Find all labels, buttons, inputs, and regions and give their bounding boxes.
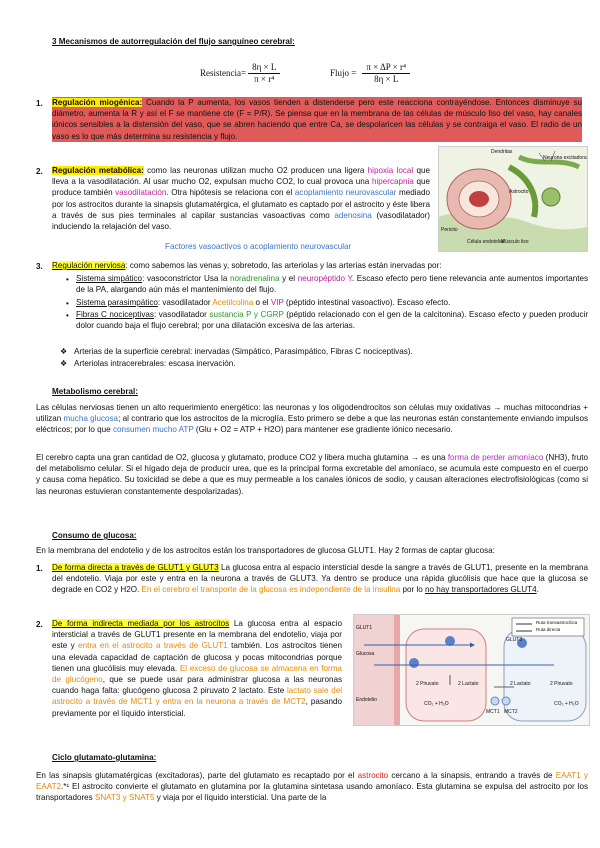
figure-label: 2 Piruvato [416,681,439,687]
figure-label: 2 Piruvato [550,681,573,687]
neurovascular-figure [438,146,588,252]
bullet: • [66,299,69,308]
section-title: 3 Mecanismos de autorregulación del flujo sanguíneo cerebral: [52,37,295,46]
figure-label: Pericito [441,227,458,233]
sympathetic-item: Sistema simpático: vasoconstrictor Usa la noradrenalina y el neuropéptido Y. Escaso efecto pero tiene relevancia ante aumentos importantes de la PA, alargando aún más el mantenimiento del flujo. [76,274,589,295]
figure-label: CO₂ + H₂O [424,701,449,707]
figure-label: MCT2 [504,709,518,715]
section-title: Consumo de glucosa: [52,531,137,540]
nociceptive-item: Fibras C nociceptivas: vasodilatador sustancia P y CGRP (péptido relacionado con el gen de la calcitonina). Escaso efecto y pueden producir dolor cuando baja el flujo cerebral; por una dilatación excesiva de las arterias. [76,310,589,331]
item-number: 3. [36,262,43,271]
bullet: • [66,275,69,284]
item-number: 2. [36,620,43,629]
parasympathetic-item: Sistema parasimpático: vasodilatador Acetilcolina o el VIP (péptido intestinal vasoactivo). Escaso efecto. [76,298,451,307]
nervous-paragraph: Regulación nerviosa: como sabemos las venas y, sobretodo, las arteriolas y las arterias están inervadas por: [52,261,442,270]
figure-label: GLUT1 [356,625,373,631]
indirect-glucose-item: De forma indirecta mediada por los astrocitos La glucosa entra al espacio intersticial a través de GLUT1 presente en la membrana del endotelio, viaja por este y entra en el astrocito a través de GLUT1 también. Los astrocitos tienen una elevada capacidad de captación de glucosa y pocas mitocondrias porque tienen una glucólisis muy elevada. El exceso de glucosa se almacena en forma de glucógeno, que se puede usar para administrar glucosa a las neuronas cuando haga falta: glucógeno glucosa 2 piruvato 2 lactato. Este lactato sale del astrocito a través de MCT1 y entra en la neurona a través de MCT2, pasando previamente por el líquido intersticial. [52,619,343,718]
metabolism-paragraph-2: El cerebro capta una gran cantidad de O2, glucosa y glutamato, produce CO2 y libera mucha glutamina → es una forma de perder amoníaco (NH3), fruto del metabolismo celular. Si el hígado deja de producir urea, que es la principal forma excretable del amoníaco, se acumula este compuesto en el cuerpo y causa coma hepático. Su toxicidad se debe a que es muy permeable a los canales iónicos de sodio, y causan alteraciones electrofisiológicas (como si las neuronas estuvieran constantemente despolarizadas). [36,453,588,496]
figure-label: Neurona excitadora [543,155,587,161]
item-number: 1. [36,99,43,108]
figure-label: MCT1 [486,709,500,715]
section-title: Metabolismo cerebral: [52,387,138,396]
direct-glucose-item: De forma directa a través de GLUT1 y GLUT3 La glucosa entra al espacio intersticial desde la sangre a través de GLUT1, presente en la membrana del endotelio. Viaja por este y entra en la neurona a través de GLUT3. Ya dentro se produce una rápida glucólisis que hace que la glucosa se degrade en CO2 y H2O. En el cerebro el transporte de la glucosa es independiente de la insulina por lo no hay transportadores GLUT4. [52,563,588,595]
figure-caption: Factores vasoactivos o acoplamiento neurovascular [165,242,352,251]
figure-label: 2 Lactato [510,681,531,687]
item-number: 2. [36,167,43,176]
bullet: • [66,311,69,320]
figure-label: Astrocito [509,189,529,195]
figure-label: Músculo liso [501,239,529,245]
figure-label: Dendritas [491,149,513,155]
glucose-intro: En la membrana del endotelio y de los astrocitos están los transportadores de glucosa GLUT1. Hay 2 formas de captar glucosa: [36,546,495,555]
metabolism-paragraph-1: Las células nerviosas tienen un alto requerimiento energético: las neuronas y los oligodendrocitos son células muy oxidativas → muchas mitocondrias + utilizan mucha glucosa; al contrario que los astrocitos de la microglía. Esto primero se debe a que las neuronas están constantemente enviando impulsos eléctricos; por lo que consumen mucho ATP (Glu + O2 = ATP + H2O) para mantener ese gradiente iónico necesario. [36,403,588,435]
section-title: Ciclo glutamato-glutamina: [52,753,157,762]
legend-label: Ruta transastrocítica [536,620,578,625]
figure-label: Endotelio [356,697,377,703]
glucose-route-figure [353,614,590,726]
resistance-formula: Resistencia= $\frac{8\eta \times L}{\text{π × r⁴}}$ [200,62,280,85]
item-number: 1. [36,564,43,573]
figure-label: Célula endotelial [467,239,504,245]
neurovascular-diagram [439,147,587,251]
figure-label: 2 Lactato [458,681,479,687]
diamond-icon: ❖ [60,347,68,356]
figure-label: GLUT3 [506,637,523,643]
figure-label: Glucosa [356,651,375,657]
myogenic-paragraph: Regulación miogénica: Cuando la P aumenta, los vasos tienden a distenderse pero este reacciona contrayéndose. Entonces disminuye su diámetro, aumenta la R y así el F se mantiene cte (F = P/R). Se piensa que en la membrana de las células de músculo liso del vaso, hay canales iónicos sensibles a la distensión del vaso, que se abren haciendo que entre Ca, se despolaricen las células y se contraiga el vaso. El radio de un vaso es lo que más determina su resistencia y flujo. [52,98,582,141]
diamond-icon: ❖ [60,359,68,368]
legend-label: Ruta directa [536,627,561,632]
figure-label: CO₂ + H₂O [554,701,579,707]
arterioles-note: Arteriolas intracerebrales: escasa inervación. [74,359,236,368]
glutamate-cycle-paragraph: En las sinapsis glutamatérgicas (excitadoras), parte del glutamato es recaptado por el astrocito cercano a la sinapsis, entrando a través de EAAT1 y EAAT2.*¹ El astrocito convierte el glutamato en glutamina por la glutamina sintetasa usando amoníaco. Esta glutamina se expulsa del astrocito por los transportadores SNAT3 y SNAT5 y viaja por el líquido intersticial. Una parte de la [36,771,588,803]
flow-formula: Flujo = $\frac{\text{π × ΔP × r⁴}}{8\eta \times L}$ [330,62,410,85]
metabolic-paragraph: Regulación metabólica: como las neuronas utilizan mucho O2 producen una ligera hipoxia local que lleva a la vasodilatación. Al usar mucho O2, expulsan mucho CO2, lo cual provoca una hipercapnia que produce también vasodilatación. Otra hipótesis se relaciona con el acoplamiento neurovascular mediado por los astrocitos durante la sinapsis glutamatérgica, el glutamato es captado por el astrocito y éste libera a través de sus pies terminales al capilar sustancias vasoactivas como adenosina (vasodilatador) induciendo la relajación del vaso. [52,166,431,232]
arteries-note: Arterias de la superficie cerebral: inervadas (Simpático, Parasimpático, Fibras C nociceptivas). [74,347,413,356]
